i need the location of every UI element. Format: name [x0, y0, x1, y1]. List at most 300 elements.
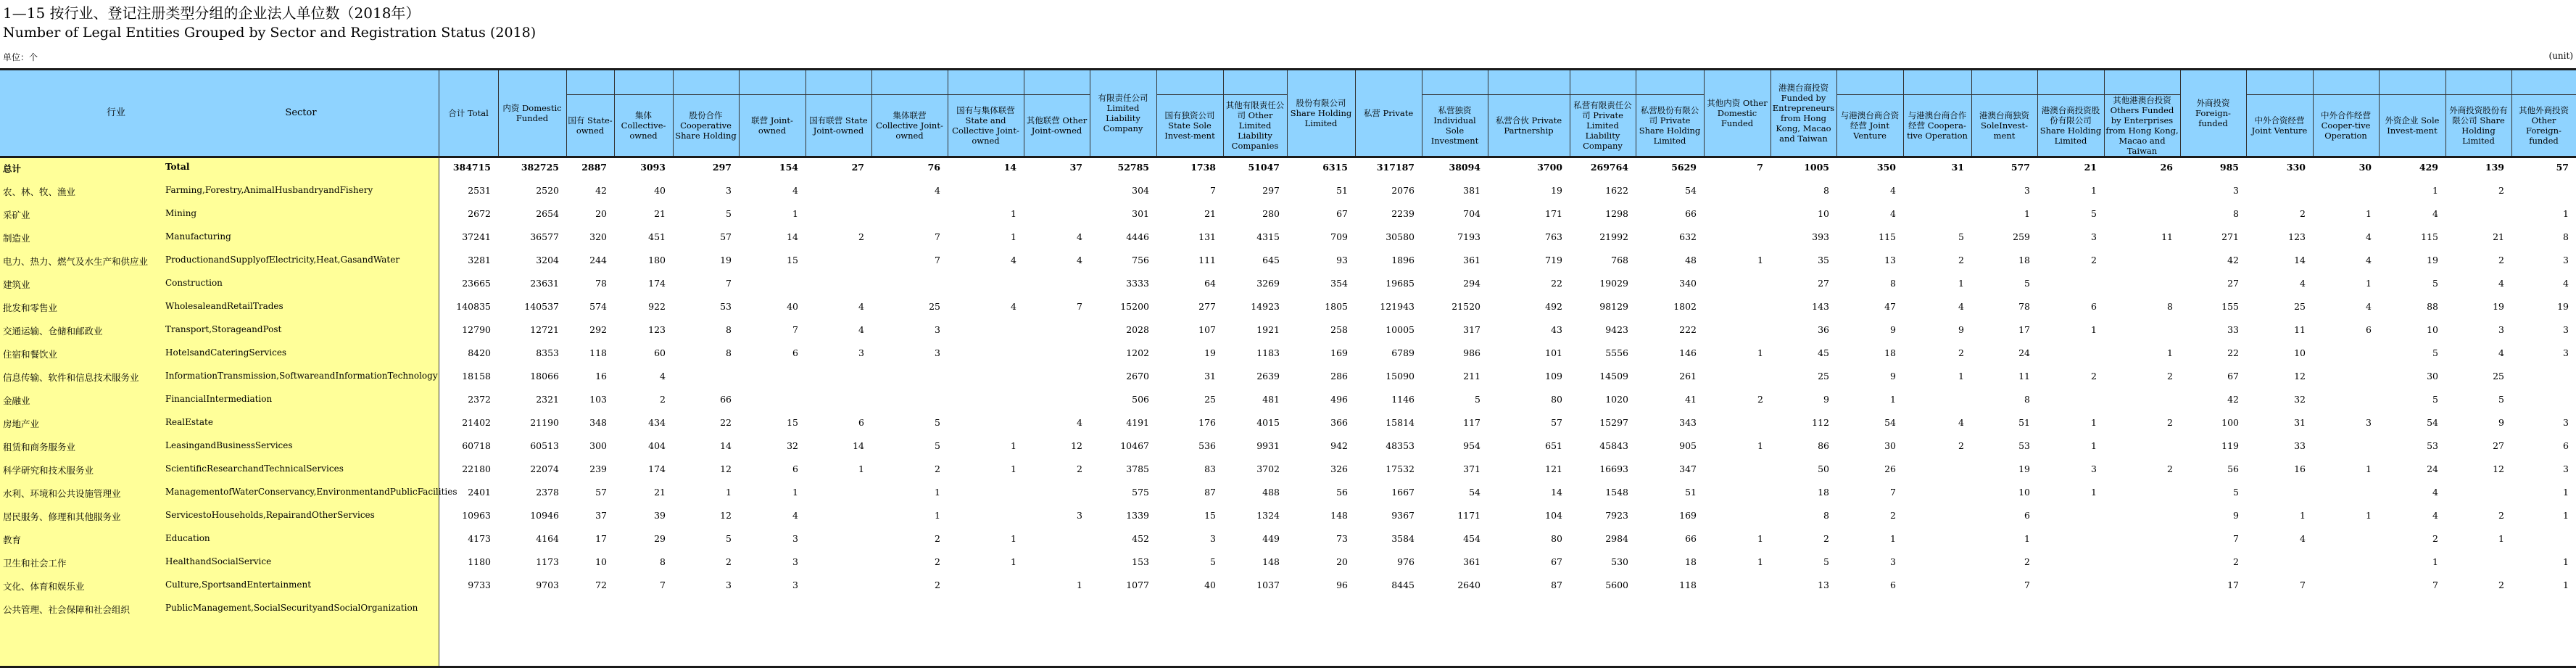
table-cell: 100: [2221, 417, 2239, 428]
header-joint: 联营 Joint-owned: [751, 115, 793, 136]
table-cell: 51: [1685, 487, 1697, 498]
table-cell: 536: [1198, 440, 1216, 451]
table-cell: 15: [787, 255, 798, 265]
header-sector-zh: 行业: [106, 107, 125, 118]
table-cell: 10: [1818, 208, 1829, 219]
table-cell: 2: [1757, 394, 1763, 405]
table-cell: 354: [1330, 278, 1348, 289]
table-cell: 3: [2498, 324, 2504, 335]
table-cell: 25: [2294, 301, 2306, 312]
table-cell: 118: [1679, 580, 1697, 590]
table-cell: 1020: [1605, 394, 1628, 405]
table-cell: 4: [1077, 255, 1082, 265]
table-cell: 2: [2167, 417, 2173, 428]
table-cell: 292: [589, 324, 607, 335]
table-cell: 4015: [1256, 417, 1280, 428]
table-title-en: Number of Legal Entities Grouped by Sector and Registration Status (2018): [3, 25, 537, 41]
table-cell: 1183: [1256, 347, 1280, 358]
table-cell: 13: [1818, 580, 1829, 590]
row-sector-en: Construction: [165, 278, 223, 288]
row-sector-zh: 水利、环境和公共设施管理业: [3, 488, 121, 499]
table-cell: 50: [1818, 463, 1829, 474]
table-cell: 1: [1757, 440, 1763, 451]
table-cell: 8: [2167, 301, 2173, 312]
table-cell: 3: [2091, 231, 2097, 242]
table-cell: 19: [2427, 255, 2438, 265]
table-cell: 45: [1818, 347, 1829, 358]
table-cell: 2: [660, 394, 666, 405]
table-cell: 1: [2024, 533, 2030, 544]
table-cell: 83: [1204, 463, 1216, 474]
table-cell: 3: [2563, 347, 2569, 358]
row-sector-en: FinancialIntermediation: [165, 394, 273, 404]
table-cell: 60718: [462, 440, 491, 451]
table-cell: 87: [1204, 487, 1216, 498]
table-cell: 42: [595, 185, 607, 196]
table-cell: 942: [1330, 440, 1348, 451]
table-cell: 1: [2091, 324, 2097, 335]
table-cell: 5: [2024, 278, 2030, 289]
table-cell: 30: [1884, 440, 1896, 451]
header-f-jv: 中外合资经营 Joint Venture: [2251, 115, 2308, 136]
table-cell: 1: [1757, 255, 1763, 265]
row-sector-en: InformationTransmission,SoftwareandInformationTechnology: [165, 371, 438, 381]
table-cell: 32: [787, 440, 798, 451]
table-cell: 10: [2427, 324, 2438, 335]
table-cell: 5: [2498, 394, 2504, 405]
table-cell: 4: [2432, 510, 2438, 521]
table-cell: 1: [726, 487, 732, 498]
table-cell: 2639: [1256, 371, 1280, 382]
table-cell: 211: [1463, 371, 1480, 382]
table-cell: 10: [2018, 487, 2030, 498]
table-cell: 7: [792, 324, 798, 335]
table-cell: 2: [2498, 580, 2504, 590]
table-cell: 1: [2563, 510, 2569, 521]
table-cell: 96: [1336, 580, 1348, 590]
table-cell: 1173: [536, 556, 559, 567]
table-cell: 56: [1336, 487, 1348, 498]
table-cell: 4164: [536, 533, 559, 544]
table-cell: 454: [1463, 533, 1480, 544]
table-cell: 16: [2294, 463, 2306, 474]
table-cell: 4: [935, 185, 940, 196]
table-cell: 48353: [1386, 440, 1415, 451]
table-cell: 429: [2419, 162, 2438, 173]
table-cell: 258: [1330, 324, 1348, 335]
table-cell: 67: [2227, 371, 2239, 382]
table-cell: 632: [1679, 231, 1697, 242]
row-sector-en: ProductionandSupplyofElectricity,Heat,GasandWater: [165, 255, 400, 265]
table-cell: 10005: [1386, 324, 1415, 335]
table-cell: 280: [1262, 208, 1280, 219]
table-cell: 4191: [1126, 417, 1149, 428]
table-cell: 123: [2288, 231, 2306, 242]
table-cell: 4: [2563, 278, 2569, 289]
table-cell: 15: [787, 417, 798, 428]
table-cell: 7: [935, 255, 940, 265]
header-hmt-coop: 与港澳台商合作经营 Coopera-tive Operation: [1907, 110, 1968, 141]
table-cell: 7: [2233, 533, 2239, 544]
table-cell: 2: [1958, 255, 1964, 265]
table-cell: 2: [2498, 185, 2504, 196]
table-cell: 10946: [530, 510, 559, 521]
table-cell: 12: [1071, 440, 1082, 451]
table-cell: 15: [1204, 510, 1216, 521]
table-cell: 340: [1679, 278, 1697, 289]
row-sector-en: WholesaleandRetailTrades: [165, 301, 283, 311]
row-sector-en: PublicManagement,SocialSecurityandSocialOrganization: [165, 603, 418, 613]
row-sector-en: RealEstate: [165, 417, 213, 427]
row-sector-zh: 公共管理、社会保障和社会组织: [3, 604, 131, 615]
table-cell: 1: [935, 487, 940, 498]
table-cell: 9: [2498, 417, 2504, 428]
table-cell: 361: [1463, 255, 1480, 265]
table-cell: 14: [720, 440, 732, 451]
table-cell: 3: [726, 185, 732, 196]
table-cell: 7923: [1605, 510, 1628, 521]
table-cell: 1921: [1256, 324, 1280, 335]
row-sector-en: Transport,StorageandPost: [165, 324, 282, 334]
table-cell: 577: [2010, 162, 2030, 173]
table-cell: 4: [2366, 231, 2372, 242]
table-cell: 7: [726, 278, 732, 289]
table-cell: 3584: [1391, 533, 1415, 544]
table-cell: 1: [1011, 208, 1016, 219]
header-hmt: 港澳台商投资 Funded by Entrepreneurs from Hong Kong, Macao and Taiwan: [1772, 83, 1835, 144]
table-cell: 434: [648, 417, 666, 428]
table-cell: 107: [1198, 324, 1216, 335]
table-cell: 30: [2427, 371, 2438, 382]
table-cell: 25: [2493, 371, 2504, 382]
table-cell: 2: [1958, 347, 1964, 358]
table-cell: 17: [595, 533, 607, 544]
table-cell: 277: [1198, 301, 1216, 312]
table-cell: 4: [2498, 347, 2504, 358]
table-cell: 371: [1463, 463, 1480, 474]
table-cell: 2: [2233, 556, 2239, 567]
table-cell: 976: [1397, 556, 1415, 567]
table-cell: 21992: [1599, 231, 1628, 242]
table-cell: 121943: [1380, 301, 1415, 312]
table-cell: 12: [2294, 371, 2306, 382]
unit-label-en: (unit): [2548, 51, 2573, 61]
table-cell: 40: [1204, 580, 1216, 590]
header-priv-share: 私营股份有限公司 Private Share Holding Limited: [1639, 104, 1701, 146]
table-cell: 1171: [1457, 510, 1480, 521]
table-cell: 22: [1551, 278, 1562, 289]
table-cell: 1: [2366, 208, 2372, 219]
table-cell: 18: [1818, 487, 1829, 498]
row-sector-zh: 交通运输、仓储和邮政业: [3, 326, 103, 337]
table-cell: 3: [1890, 556, 1896, 567]
table-cell: 21402: [462, 417, 491, 428]
table-cell: 3: [2563, 417, 2569, 428]
table-cell: 5629: [1671, 162, 1697, 173]
table-cell: 56: [2227, 463, 2239, 474]
table-cell: 47: [1884, 301, 1896, 312]
table-cell: 22: [2227, 347, 2239, 358]
table-cell: 88: [2427, 301, 2438, 312]
table-cell: 39: [654, 510, 666, 521]
table-cell: 9: [1890, 371, 1896, 382]
table-cell: 80: [1551, 533, 1562, 544]
table-cell: 25: [1818, 371, 1829, 382]
table-cell: 36577: [530, 231, 559, 242]
table-cell: 66: [1685, 208, 1697, 219]
table-cell: 18: [1685, 556, 1697, 567]
table-cell: 294: [1463, 278, 1480, 289]
table-cell: 53: [2427, 440, 2438, 451]
table-cell: 9367: [1391, 510, 1415, 521]
table-cell: 2378: [536, 487, 559, 498]
table-cell: 12: [2493, 463, 2504, 474]
table-cell: 1: [2091, 487, 2097, 498]
table-cell: 8353: [536, 347, 559, 358]
table-cell: 4: [660, 371, 666, 382]
table-cell: 98129: [1599, 301, 1628, 312]
row-sector-zh: 卫生和社会工作: [3, 558, 67, 569]
table-cell: 496: [1330, 394, 1348, 405]
header-f-other: 其他外商投资 Other Foreign-funded: [2519, 104, 2569, 146]
table-cell: 350: [1876, 162, 1896, 173]
table-cell: 2: [858, 231, 864, 242]
header-hmt-other: 其他港澳台投资 Others Funded by Enterprises from Hong Kong, Macao and Taiwan: [2105, 94, 2179, 156]
table-cell: 645: [1262, 255, 1280, 265]
table-cell: 8: [726, 324, 732, 335]
table-cell: 488: [1262, 487, 1280, 498]
table-cell: 2: [1890, 510, 1896, 521]
table-cell: 112: [1812, 417, 1829, 428]
table-cell: 21: [2493, 231, 2504, 242]
table-cell: 2: [2498, 510, 2504, 521]
header-other-joint: 其他联营 Other Joint-owned: [1026, 115, 1088, 136]
table-cell: 6789: [1391, 347, 1415, 358]
table-cell: 143: [1812, 301, 1829, 312]
row-sector-zh: 建筑业: [3, 279, 30, 290]
table-cell: 1202: [1126, 347, 1149, 358]
row-sector-en: HotelsandCateringServices: [165, 347, 287, 358]
table-cell: 54: [1469, 487, 1480, 498]
table-cell: 2: [935, 533, 940, 544]
table-cell: 57: [595, 487, 607, 498]
table-cell: 32: [2294, 394, 2306, 405]
table-cell: 393: [1812, 231, 1829, 242]
table-cell: 8420: [468, 347, 491, 358]
row-sector-en: Total: [165, 162, 190, 172]
table-cell: 1548: [1605, 487, 1628, 498]
table-cell: 1: [1011, 440, 1016, 451]
table-cell: 6: [1890, 580, 1896, 590]
header-collective: 集体 Collective-owned: [621, 110, 666, 141]
table-cell: 4: [2432, 487, 2438, 498]
table-cell: 1: [1077, 580, 1082, 590]
table-cell: 2: [2024, 556, 2030, 567]
table-cell: 719: [1545, 255, 1562, 265]
table-cell: 15090: [1386, 371, 1415, 382]
table-cell: 5: [1823, 556, 1829, 567]
table-cell: 10: [2294, 347, 2306, 358]
table-cell: 174: [648, 278, 666, 289]
table-cell: 7: [935, 231, 940, 242]
table-cell: 709: [1330, 231, 1348, 242]
table-cell: 922: [648, 301, 666, 312]
table-cell: 1: [2091, 440, 2097, 451]
table-cell: 53: [2018, 440, 2030, 451]
table-cell: 4: [1958, 301, 1964, 312]
header-f-share: 外商投资股份有限公司 Share Holding Limited: [2449, 104, 2508, 146]
table-cell: 19: [2493, 301, 2504, 312]
header-state-coll-joint: 国有与集体联营 State and Collective Joint-owned: [952, 104, 1019, 146]
table-cell: 33: [2227, 324, 2239, 335]
row-sector-zh: 文化、体育和娱乐业: [3, 581, 85, 592]
table-cell: 3: [2024, 185, 2030, 196]
table-cell: 1: [858, 463, 864, 474]
table-cell: 3: [792, 556, 798, 567]
table-cell: 5: [2432, 347, 2438, 358]
table-cell: 140537: [524, 301, 559, 312]
table-cell: 64: [1204, 278, 1216, 289]
row-sector-en: LeasingandBusinessServices: [165, 440, 293, 450]
row-sector-zh: 居民服务、修理和其他服务业: [3, 511, 121, 522]
table-cell: 3: [2563, 324, 2569, 335]
table-cell: 78: [2018, 301, 2030, 312]
table-cell: 60: [654, 347, 666, 358]
table-cell: 11: [2018, 371, 2030, 382]
table-cell: 4: [1958, 417, 1964, 428]
table-cell: 3700: [1537, 162, 1562, 173]
table-cell: 86: [1818, 440, 1829, 451]
table-cell: 492: [1545, 301, 1562, 312]
table-cell: 6: [792, 347, 798, 358]
table-cell: 155: [2221, 301, 2239, 312]
table-cell: 4315: [1256, 231, 1280, 242]
table-cell: 244: [589, 255, 607, 265]
table-cell: 4: [1077, 231, 1082, 242]
table-cell: 1: [2563, 580, 2569, 590]
table-cell: 5556: [1605, 347, 1628, 358]
table-cell: 17: [2018, 324, 2030, 335]
table-cell: 57: [2556, 162, 2569, 173]
table-cell: 19: [1204, 347, 1216, 358]
table-cell: 1005: [1804, 162, 1829, 173]
table-cell: 348: [589, 417, 607, 428]
table-cell: 17532: [1386, 463, 1415, 474]
table-cell: 101: [1545, 347, 1562, 358]
table-cell: 271: [2221, 231, 2239, 242]
table-cell: 1: [792, 487, 798, 498]
table-cell: 21: [2084, 162, 2097, 173]
table-cell: 6: [2024, 510, 2030, 521]
table-cell: 3: [792, 533, 798, 544]
table-cell: 1: [1958, 278, 1964, 289]
table-cell: 22180: [462, 463, 491, 474]
header-total: 合计 Total: [448, 108, 489, 118]
table-cell: 14: [2294, 255, 2306, 265]
table-cell: 3: [1077, 510, 1082, 521]
table-cell: 347: [1679, 463, 1697, 474]
header-hmt-sole: 港澳台商独资 SoleInvest-ment: [1979, 110, 2029, 141]
table-cell: 384715: [452, 162, 491, 173]
table-cell: 30: [2358, 162, 2372, 173]
table-cell: 6: [2563, 440, 2569, 451]
table-cell: 2372: [468, 394, 491, 405]
header-priv-partner: 私营合伙 Private Partnership: [1495, 115, 1562, 136]
table-cell: 1: [2563, 487, 2569, 498]
table-cell: 14509: [1599, 371, 1628, 382]
table-cell: 18066: [530, 371, 559, 382]
row-sector-en: Manufacturing: [165, 231, 231, 242]
table-cell: 297: [712, 162, 732, 173]
table-cell: 22074: [530, 463, 559, 474]
table-cell: 2: [2300, 208, 2306, 219]
table-cell: 16: [595, 371, 607, 382]
table-cell: 4446: [1126, 231, 1149, 242]
table-cell: 4: [1077, 417, 1082, 428]
table-cell: 1298: [1605, 208, 1628, 219]
table-cell: 80: [1551, 394, 1562, 405]
table-cell: 57: [1551, 417, 1562, 428]
table-cell: 66: [720, 394, 732, 405]
table-cell: 261: [1679, 371, 1697, 382]
table-cell: 7: [1890, 487, 1896, 498]
table-cell: 1: [1757, 533, 1763, 544]
table-cell: 7: [1757, 162, 1763, 173]
table-cell: 180: [648, 255, 666, 265]
row-sector-en: ManagementofWaterConservancy,EnvironmentandPublicFacilities: [165, 487, 457, 497]
table-cell: 51: [1336, 185, 1348, 196]
table-cell: 14: [1003, 162, 1016, 173]
table-cell: 1: [935, 510, 940, 521]
table-cell: 139: [2485, 162, 2504, 173]
table-cell: 4: [2300, 533, 2306, 544]
table-cell: 3: [2563, 463, 2569, 474]
table-cell: 19685: [1386, 278, 1415, 289]
table-cell: 19: [720, 255, 732, 265]
table-cell: 5: [2432, 278, 2438, 289]
table-cell: 104: [1545, 510, 1562, 521]
table-cell: 93: [1336, 255, 1348, 265]
table-cell: 31: [2294, 417, 2306, 428]
table-cell: 17: [2227, 580, 2239, 590]
table-cell: 37241: [462, 231, 491, 242]
table-cell: 14: [1551, 487, 1562, 498]
table-cell: 5600: [1605, 580, 1628, 590]
table-cell: 2: [2167, 463, 2173, 474]
table-cell: 119: [2221, 440, 2239, 451]
table-cell: 3: [935, 347, 940, 358]
table-cell: 2640: [1457, 580, 1480, 590]
table-cell: 57: [720, 231, 732, 242]
table-cell: 1: [1011, 533, 1016, 544]
table-cell: 9423: [1605, 324, 1628, 335]
table-cell: 3: [935, 324, 940, 335]
table-cell: 31: [1951, 162, 1964, 173]
table-cell: 8: [2563, 231, 2569, 242]
table-cell: 3785: [1126, 463, 1149, 474]
table-cell: 117: [1463, 417, 1480, 428]
table-cell: 118: [589, 347, 607, 358]
table-cell: 1180: [468, 556, 491, 567]
row-sector-zh: 租赁和商务服务业: [3, 442, 76, 453]
table-cell: 1667: [1391, 487, 1415, 498]
table-cell: 4: [2366, 255, 2372, 265]
table-cell: 12: [720, 463, 732, 474]
table-cell: 1: [792, 208, 798, 219]
table-cell: 10: [595, 556, 607, 567]
table-cell: 18158: [462, 371, 491, 382]
table-cell: 3: [792, 580, 798, 590]
